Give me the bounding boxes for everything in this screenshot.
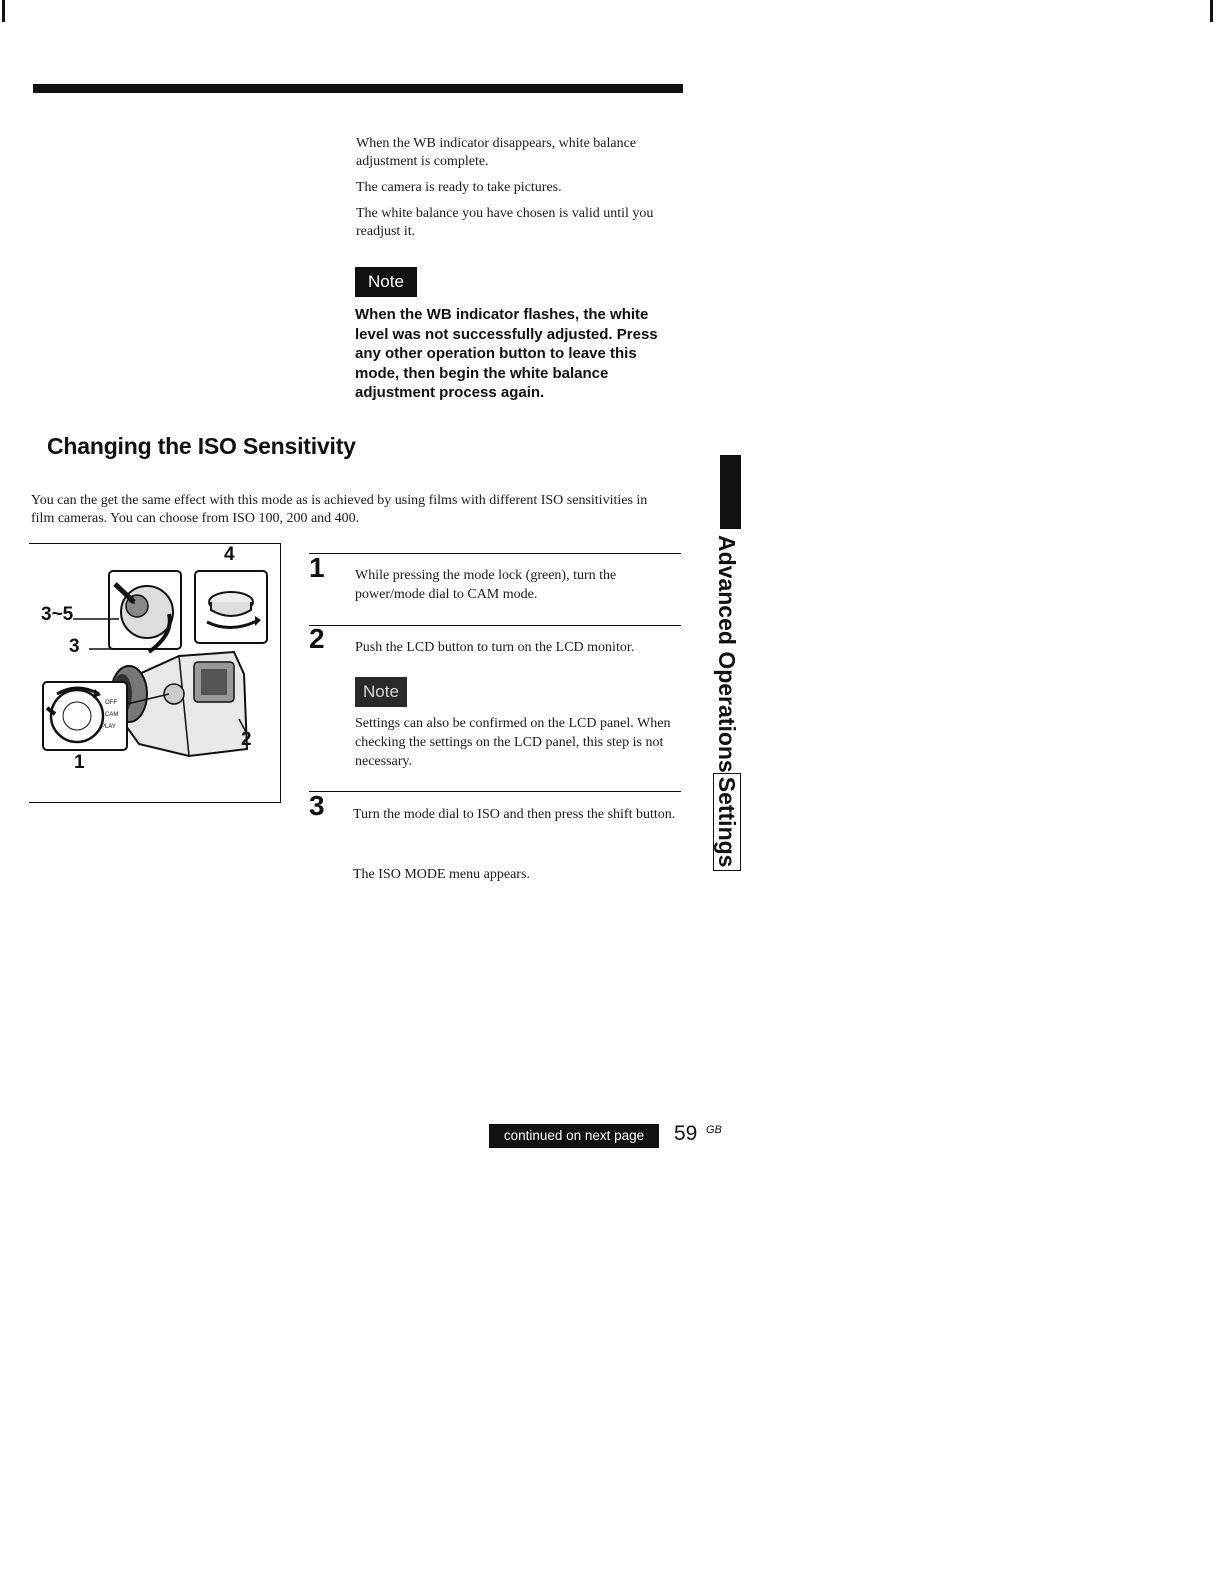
step-2-rule (309, 625, 681, 626)
step-2-note-text: Settings can also be confirmed on the LCD panel. When checking the settings on the LCD panel, this step is not necessary. (355, 716, 671, 769)
header-rule (33, 84, 683, 93)
page-number: 59 (674, 1122, 698, 1145)
intro-paragraph-3: The white balance you have chosen is valid until you readjust it. (356, 206, 654, 239)
step-2-text: Push the LCD button to turn on the LCD monitor. (355, 640, 635, 655)
step-2-number: 2 (309, 623, 325, 654)
step-3-rule (309, 791, 681, 792)
side-tab (711, 535, 743, 895)
side-tab-text: Advanced Operations (714, 535, 740, 773)
intro-paragraph-1: When the WB indicator disappears, white balance adjustment is complete. (356, 136, 637, 169)
note-badge: Note (355, 267, 417, 297)
section-title: Changing the ISO Sensitivity (47, 433, 356, 459)
dial-label-cam: CAM (105, 712, 119, 718)
left-edge-mark (2, 0, 5, 22)
page-suffix: GB (706, 1124, 722, 1136)
section-description: You can the get the same effect with this mode as is achieved by using films with different ISO sensitivities in film cameras. You can choose from ISO 100, 200 and 400. (31, 493, 648, 526)
step-1-number: 1 (309, 552, 325, 583)
step-3-number: 3 (309, 790, 325, 821)
illus-label-3-5: 3~5 (41, 604, 74, 625)
illus-label-3: 3 (69, 636, 80, 657)
step-3-result: The ISO MODE menu appears. (353, 867, 530, 882)
step-2-note-badge: Note (355, 677, 407, 707)
illus-label-1: 1 (74, 752, 85, 773)
right-edge-mark (1210, 0, 1213, 22)
illus-label-2: 2 (241, 729, 252, 750)
camera-dial-diagram (29, 544, 280, 802)
step-1-text: While pressing the mode lock (green), turn the power/mode dial to CAM mode. (355, 568, 617, 602)
side-tab-boxed-text: Settings (713, 773, 741, 872)
camera-illustration (29, 543, 281, 803)
illus-label-4: 4 (224, 544, 235, 565)
side-tab-label (711, 535, 743, 895)
step-3-text: Turn the mode dial to ISO and then press the shift button. (353, 807, 676, 822)
step-1-rule (309, 553, 681, 554)
dial-label-off: OFF (105, 700, 117, 706)
side-tab-marker (720, 455, 741, 529)
intro-paragraph-2: The camera is ready to take pictures. (356, 180, 562, 195)
note-text: When the WB indicator flashes, the white level was not successfully adjusted. Press any other operation button to leave this mode, then begin the white balance adjustment process again. (355, 306, 658, 401)
dial-label-play: PLAY (101, 724, 116, 730)
continued-badge: continued on next page (489, 1124, 659, 1148)
